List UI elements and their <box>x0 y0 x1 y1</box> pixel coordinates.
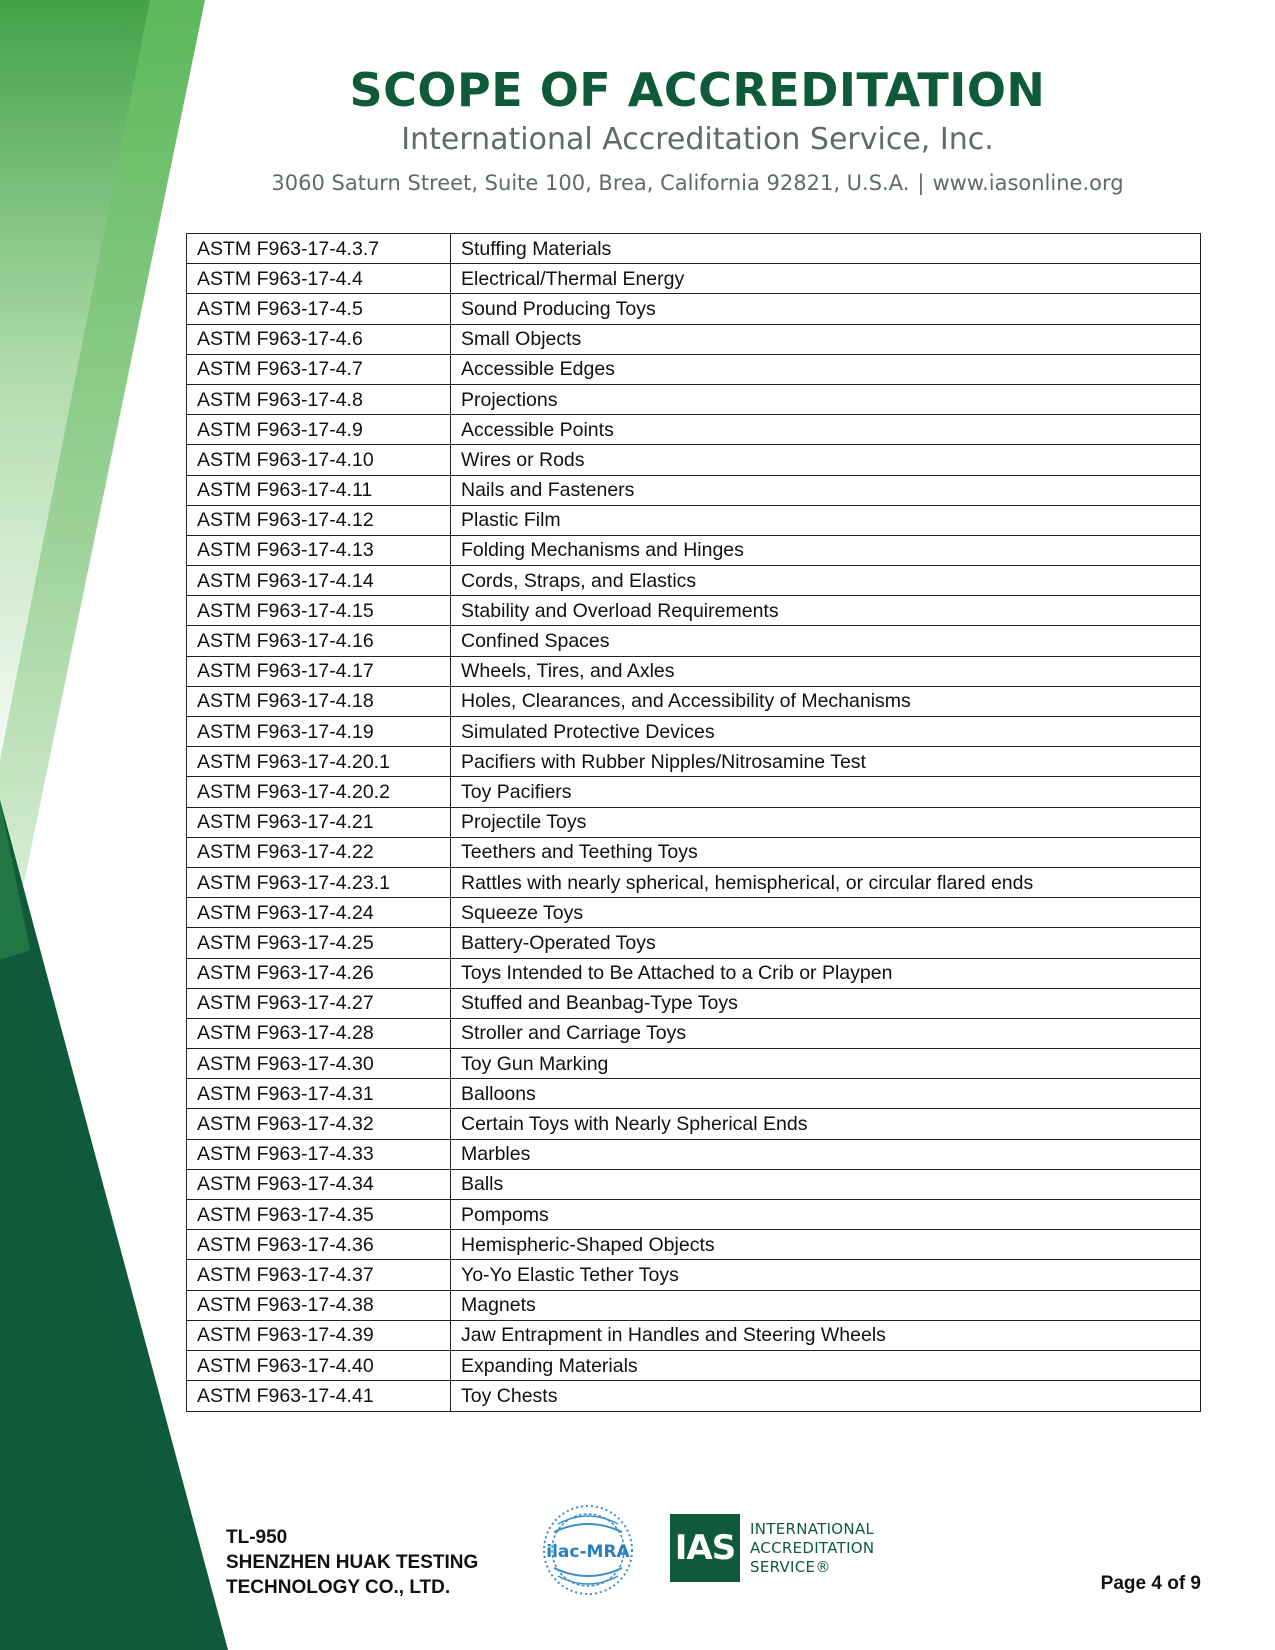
description-cell: Nails and Fasteners <box>451 475 1201 505</box>
table-row <box>187 656 1201 686</box>
ias-wordmark-line2: ACCREDITATION <box>750 1538 875 1557</box>
description-cell: Certain Toys with Nearly Spherical Ends <box>451 1109 1201 1139</box>
description-cell: Accessible Edges <box>451 354 1201 384</box>
description-cell: Accessible Points <box>451 415 1201 445</box>
ias-logo <box>670 1514 874 1582</box>
standard-cell: ASTM F963-17-4.20.1 <box>187 747 451 777</box>
footer-company-info <box>226 1525 478 1600</box>
standard-cell: ASTM F963-17-4.25 <box>187 928 451 958</box>
table-row <box>187 988 1201 1018</box>
table-row <box>187 566 1201 596</box>
ias-mark: IAS <box>670 1514 740 1582</box>
standard-cell: ASTM F963-17-4.4 <box>187 264 451 294</box>
table-row <box>187 1200 1201 1230</box>
standard-cell: ASTM F963-17-4.27 <box>187 988 451 1018</box>
standard-cell: ASTM F963-17-4.33 <box>187 1139 451 1169</box>
table-row <box>187 626 1201 656</box>
standard-cell: ASTM F963-17-4.22 <box>187 837 451 867</box>
standard-cell: ASTM F963-17-4.12 <box>187 505 451 535</box>
standard-cell: ASTM F963-17-4.21 <box>187 807 451 837</box>
table-row <box>187 958 1201 988</box>
address-text: 3060 Saturn Street, Suite 100, Brea, California 92821, U.S.A. <box>271 171 910 195</box>
page-header <box>0 62 1275 200</box>
table-row <box>187 1230 1201 1260</box>
standard-cell: ASTM F963-17-4.7 <box>187 354 451 384</box>
table-row <box>187 475 1201 505</box>
standard-cell: ASTM F963-17-4.16 <box>187 626 451 656</box>
table-row <box>187 234 1201 264</box>
table-row <box>187 1260 1201 1290</box>
standard-cell: ASTM F963-17-4.14 <box>187 566 451 596</box>
table-row <box>187 928 1201 958</box>
table-row <box>187 596 1201 626</box>
description-cell: Toy Pacifiers <box>451 777 1201 807</box>
description-cell: Hemispheric-Shaped Objects <box>451 1230 1201 1260</box>
standard-cell: ASTM F963-17-4.10 <box>187 445 451 475</box>
description-cell: Stuffing Materials <box>451 234 1201 264</box>
description-cell: Plastic Film <box>451 505 1201 535</box>
ilac-text: ilac-MRA <box>546 1542 630 1562</box>
standard-cell: ASTM F963-17-4.31 <box>187 1079 451 1109</box>
description-cell: Confined Spaces <box>451 626 1201 656</box>
ias-wordmark-line3: SERVICE® <box>750 1557 831 1576</box>
standard-cell: ASTM F963-17-4.40 <box>187 1350 451 1380</box>
ias-wordmark-line1: INTERNATIONAL <box>750 1519 875 1538</box>
description-cell: Electrical/Thermal Energy <box>451 264 1201 294</box>
page-title: SCOPE OF ACCREDITATION <box>349 63 1046 117</box>
table-row <box>187 867 1201 897</box>
standard-cell: ASTM F963-17-4.28 <box>187 1018 451 1048</box>
table-row <box>187 1290 1201 1320</box>
description-cell: Yo-Yo Elastic Tether Toys <box>451 1260 1201 1290</box>
description-cell: Pompoms <box>451 1200 1201 1230</box>
standard-cell: ASTM F963-17-4.13 <box>187 535 451 565</box>
description-cell: Stroller and Carriage Toys <box>451 1018 1201 1048</box>
ilac-mra-logo <box>540 1502 636 1603</box>
table-row <box>187 354 1201 384</box>
standard-cell: ASTM F963-17-4.41 <box>187 1381 451 1412</box>
description-cell: Wheels, Tires, and Axles <box>451 656 1201 686</box>
standard-cell: ASTM F963-17-4.24 <box>187 898 451 928</box>
description-cell: Cords, Straps, and Elastics <box>451 566 1201 596</box>
table-row <box>187 837 1201 867</box>
table-row <box>187 898 1201 928</box>
table-row <box>187 1381 1201 1412</box>
company-name-line2: TECHNOLOGY CO., LTD. <box>226 1577 451 1598</box>
standard-cell: ASTM F963-17-4.6 <box>187 324 451 354</box>
standard-cell: ASTM F963-17-4.38 <box>187 1290 451 1320</box>
description-cell: Teethers and Teething Toys <box>451 837 1201 867</box>
description-cell: Expanding Materials <box>451 1350 1201 1380</box>
description-cell: Balls <box>451 1169 1201 1199</box>
table-row <box>187 1018 1201 1048</box>
description-cell: Folding Mechanisms and Hinges <box>451 535 1201 565</box>
standard-cell: ASTM F963-17-4.23.1 <box>187 867 451 897</box>
table-row <box>187 747 1201 777</box>
table-row <box>187 264 1201 294</box>
scope-table <box>186 233 1201 1412</box>
standard-cell: ASTM F963-17-4.11 <box>187 475 451 505</box>
page-number: Page 4 of 9 <box>1100 1573 1201 1594</box>
table-row <box>187 1109 1201 1139</box>
ilac-globe-icon <box>540 1502 636 1598</box>
standard-cell: ASTM F963-17-4.17 <box>187 656 451 686</box>
table-row <box>187 777 1201 807</box>
description-cell: Holes, Clearances, and Accessibility of Mechanisms <box>451 686 1201 716</box>
standard-cell: ASTM F963-17-4.39 <box>187 1320 451 1350</box>
standard-cell: ASTM F963-17-4.5 <box>187 294 451 324</box>
standard-cell: ASTM F963-17-4.8 <box>187 384 451 414</box>
standard-cell: ASTM F963-17-4.20.2 <box>187 777 451 807</box>
company-name-line1: SHENZHEN HUAK TESTING <box>226 1552 479 1573</box>
standard-cell: ASTM F963-17-4.32 <box>187 1109 451 1139</box>
standard-cell: ASTM F963-17-4.9 <box>187 415 451 445</box>
standard-cell: ASTM F963-17-4.18 <box>187 686 451 716</box>
standard-cell: ASTM F963-17-4.15 <box>187 596 451 626</box>
standard-cell: ASTM F963-17-4.34 <box>187 1169 451 1199</box>
description-cell: Jaw Entrapment in Handles and Steering Wheels <box>451 1320 1201 1350</box>
table-row <box>187 1049 1201 1079</box>
description-cell: Stability and Overload Requirements <box>451 596 1201 626</box>
table-row <box>187 1079 1201 1109</box>
description-cell: Magnets <box>451 1290 1201 1320</box>
standard-cell: ASTM F963-17-4.30 <box>187 1049 451 1079</box>
description-cell: Toys Intended to Be Attached to a Crib or Playpen <box>451 958 1201 988</box>
description-cell: Pacifiers with Rubber Nipples/Nitrosamine Test <box>451 747 1201 777</box>
table-row <box>187 384 1201 414</box>
description-cell: Wires or Rods <box>451 445 1201 475</box>
certificate-id: TL-950 <box>226 1527 288 1548</box>
standard-cell: ASTM F963-17-4.36 <box>187 1230 451 1260</box>
table-row <box>187 717 1201 747</box>
standard-cell: ASTM F963-17-4.35 <box>187 1200 451 1230</box>
description-cell: Toy Gun Marking <box>451 1049 1201 1079</box>
table-row <box>187 686 1201 716</box>
description-cell: Toy Chests <box>451 1381 1201 1412</box>
table-row <box>187 1169 1201 1199</box>
website-link[interactable]: www.iasonline.org <box>932 171 1124 195</box>
standard-cell: ASTM F963-17-4.19 <box>187 717 451 747</box>
description-cell: Stuffed and Beanbag-Type Toys <box>451 988 1201 1018</box>
table-row <box>187 535 1201 565</box>
address-separator: | <box>917 171 925 195</box>
table-row <box>187 445 1201 475</box>
description-cell: Projections <box>451 384 1201 414</box>
description-cell: Balloons <box>451 1079 1201 1109</box>
description-cell: Projectile Toys <box>451 807 1201 837</box>
scope-table-body <box>187 234 1201 1412</box>
ias-wordmark <box>750 1520 874 1577</box>
table-row <box>187 294 1201 324</box>
standard-cell: ASTM F963-17-4.3.7 <box>187 234 451 264</box>
table-row <box>187 324 1201 354</box>
description-cell: Small Objects <box>451 324 1201 354</box>
table-row <box>187 807 1201 837</box>
description-cell: Marbles <box>451 1139 1201 1169</box>
table-row <box>187 1350 1201 1380</box>
table-row <box>187 1139 1201 1169</box>
description-cell: Simulated Protective Devices <box>451 717 1201 747</box>
organization-name: International Accreditation Service, Inc. <box>401 122 994 157</box>
description-cell: Battery-Operated Toys <box>451 928 1201 958</box>
organization-address <box>120 166 1275 200</box>
description-cell: Sound Producing Toys <box>451 294 1201 324</box>
table-row <box>187 415 1201 445</box>
description-cell: Squeeze Toys <box>451 898 1201 928</box>
table-row <box>187 505 1201 535</box>
standard-cell: ASTM F963-17-4.26 <box>187 958 451 988</box>
standard-cell: ASTM F963-17-4.37 <box>187 1260 451 1290</box>
description-cell: Rattles with nearly spherical, hemispherical, or circular flared ends <box>451 867 1201 897</box>
table-row <box>187 1320 1201 1350</box>
